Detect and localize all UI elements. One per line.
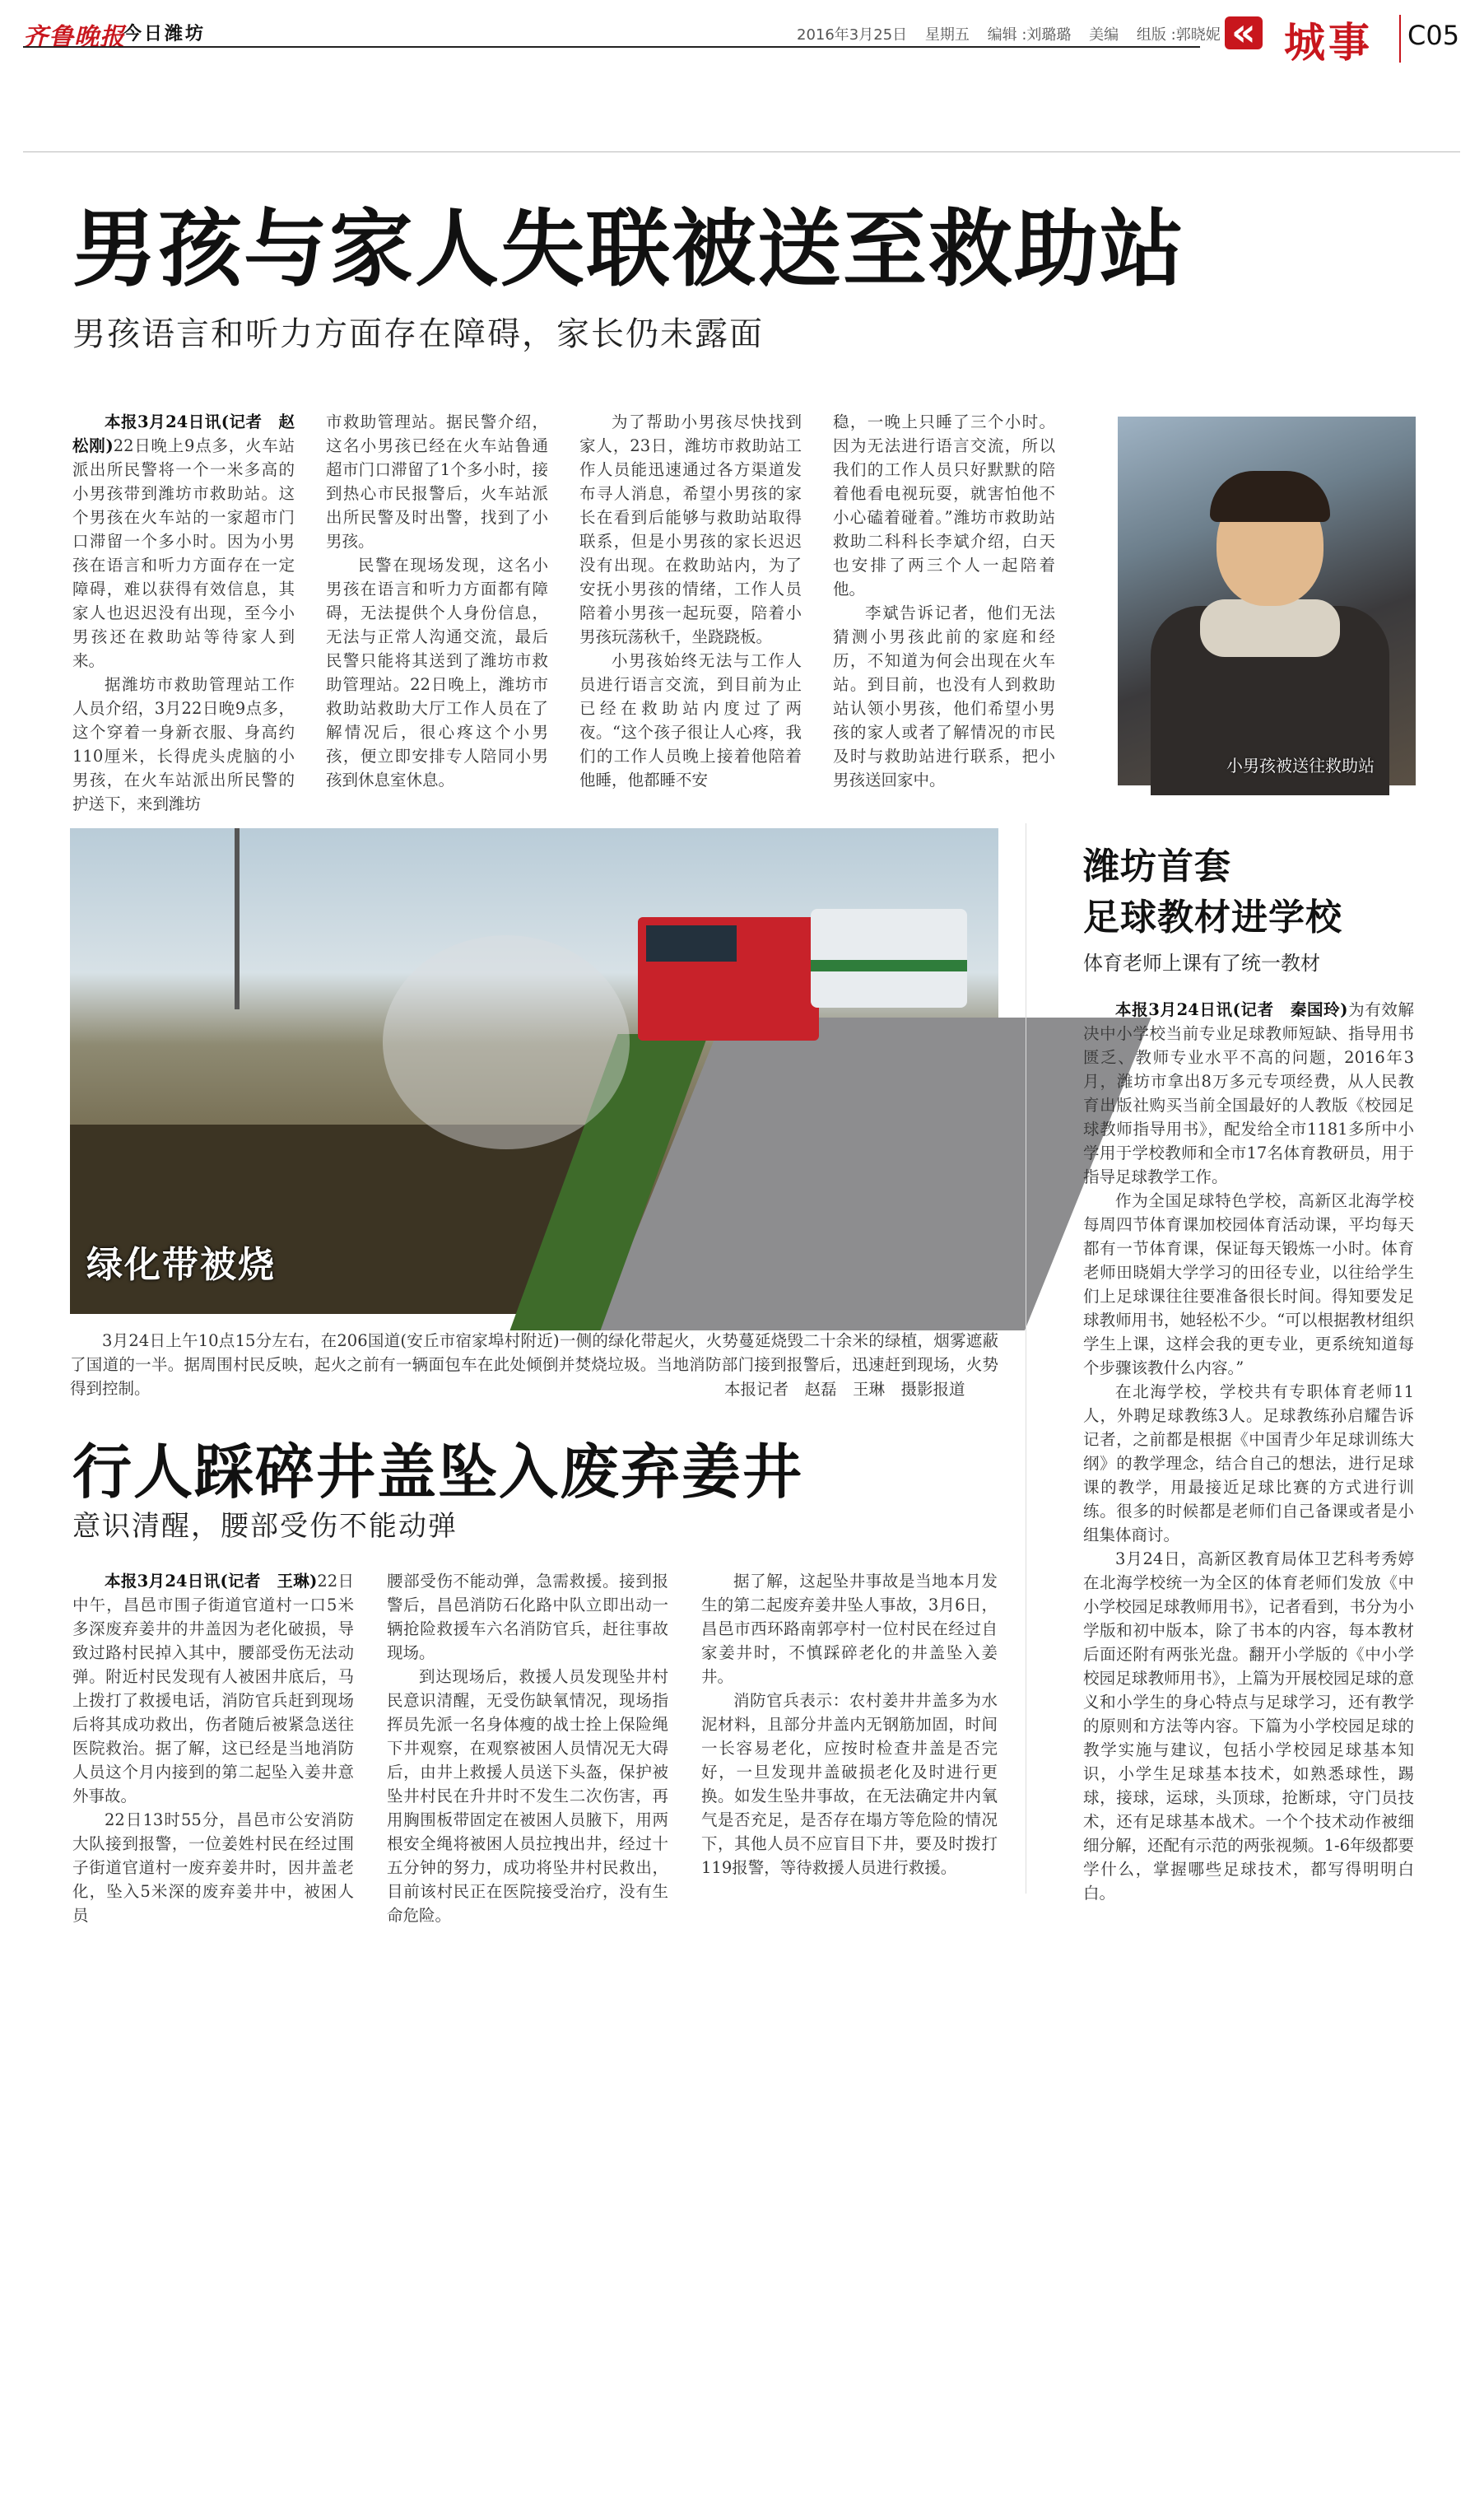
article3-headline-line1: 潍坊首套 (1083, 846, 1231, 887)
article2-col2b-text: 到达现场后，救援人员发现坠井村民意识清醒，无受伤缺氧情况，现场指挥员先派一名身体瘦的战士拴上保险绳下井观察，在观察被困人员情况无大碍后，由井上救援人员送下头盔，保护被坠井村民在升井时不发生二次伤害，再用胸围板带固定在被困人员腋下，用两根安全绳将被困人员拉拽出井，经过十五分钟的努力，成功将坠井村民救出，目前该村民正在医院接受治疗，没有生命危险。 (387, 1667, 668, 1925)
article3-p1: 为有效解决中小学校当前专业足球教师短缺、指导用书匮乏、教师专业水平不高的问题，2016年3月，潍坊市拿出8万多元专项经费，从人民教育出版社购买当前全国最好的人教版《校园足球教师指导用书》，配发给全市1181多所中小学用于学校教师和全市17名体育教研员，用于指导足球教学工作。 (1083, 1000, 1414, 1186)
article1-column-3 (579, 410, 802, 789)
article1-headline: 男孩与家人失联被送至救助站 (72, 201, 1185, 299)
article1-col3b-text: 小男孩始终无法与工作人员进行语言交流，到目前为止已经在救助站内度过了两夜。“这个孩子很让人心疼，我们的工作人员晚上接着他陪着他睡，他都睡不安 (579, 651, 802, 790)
article1-col1b-text: 据潍坊市救助管理站工作人员介绍，3月22日晚9点多，这个穿着一身新衣服、身高约110厘米，长得虎头虎脑的小男孩，在火车站派出所民警的护送下，来到潍坊 (72, 675, 295, 813)
article1-lead: 本报3月24日讯(记者 赵松刚) (72, 412, 295, 455)
fire-photo-credit: 本报记者 赵磊 王琳 摄影报道 (724, 1380, 965, 1399)
article2-col1b-text: 22日13时55分，昌邑市公安消防大队接到报警，一位姜姓村民在经过围子街道官道村一废弃姜井时，因井盖老化，坠入5米深的废弃姜井中，被困人员 (72, 1810, 354, 1925)
header-rule (23, 46, 1200, 48)
article1-col1-text: 22日晚上9点多，火车站派出所民警将一个一米多高的小男孩带到潍坊市救助站。这个男孩在火车站的一家超市门口滞留一个多小时。因为小男孩在语言和听力方面存在一定障碍，难以获得有效信息，其家人也迟迟没有出现，至今小男孩还在救助站等待家人到来。 (72, 436, 295, 670)
article3-p3: 在北海学校，学校共有专职体育老师11人，外聘足球教练3人。足球教练孙启耀告诉记者，之前都是根据《中国青少年足球训练大纲》的教学理念，结合自己的想法，进行足球课的教学，用最接近足球比赛的方式进行训练。很多的时候都是老师们自己备课或者是小组集体商讨。 (1083, 1382, 1414, 1544)
article2-col1-text: 22日中午，昌邑市围子街道官道村一口5米多深废弃姜井的井盖因为老化破损，导致过路村民掉入其中，腰部受伤无法动弹。附近村民发现有人被困井底后，马上拨打了救援电话，消防官兵赶到现场后将其成功救出，伤者随后被紧急送往医院救治。据了解，这已经是当地消防人员这个月内接到的第二起坠入姜井意外事故。 (72, 1572, 354, 1805)
article1-column-1 (72, 410, 295, 813)
boy-photo (1118, 417, 1416, 785)
article3-headline-line2: 足球教材进学校 (1083, 897, 1342, 939)
art-credit: 美编 (1089, 26, 1119, 44)
article2-column-3 (701, 1569, 998, 1882)
newspaper-logo: 齐鲁晚报 (23, 23, 125, 52)
article1-col4b-text: 李斌告诉记者，他们无法猜测小男孩此前的家庭和经历，不知道为何会出现在火车站。到目前，也没有人到救助站认领小男孩，他们希望小男孩的家人或者了解情况的市民及时与救助站进行联系，把小男孩送回家中。 (833, 603, 1055, 790)
article2-subhead: 意识清醒，腰部受伤不能动弹 (72, 1510, 458, 1543)
article2-col2-text: 腰部受伤不能动弹，急需救援。接到报警后，昌邑消防石化路中队立即出动一辆抢险救援车六名消防官兵，赶往事故现场。 (387, 1572, 668, 1662)
fire-photo-title: 绿化带被烧 (86, 1244, 276, 1286)
article3-p2: 作为全国足球特色学校，高新区北海学校每周四节体育课加校园体育活动课，平均每天都有一节体育课，保证每天锻炼一小时。体育老师田晓娟大学学习的田径专业，以往给学生们上足球课往往要准备很长时间。得知要发足球教师用书，她轻松不少。“可以根据教材组织学生上课，这样会我的更专业，更系统知道每个步骤该教什么内容。” (1083, 1191, 1414, 1377)
page-number: C05 (1407, 20, 1460, 51)
issue-info (797, 23, 1234, 44)
header-divider (1399, 15, 1401, 63)
article3-lead: 本报3月24日讯(记者 秦国玲) (1115, 1000, 1348, 1019)
article2-headline: 行人踩碎井盖坠入废弃姜井 (72, 1437, 804, 1507)
article2-column-1 (72, 1569, 354, 1925)
article3-p4: 3月24日，高新区教育局体卫艺科考秀婷在北海学校统一为全区的体育老师们发放《中小学校园足球教师用书》，记者看到，书分为小学版和初中版本，除了书本的内容，每本教材后面还附有两张光盘。翻开小学版的《中小学校园足球教师用书》，上篇为开展校园足球的意义和小学生的身心特点与足球学习，还有教学的原则和方法等内容。下篇为小学校园足球的教学实施与建议，包括小学校园足球基本知识，小学生足球基本技术，如熟悉球性，踢球，接球，运球，头顶球，抢断球，守门员技术，还有足球基本战术。一个个技术动作被细细分解，还配有示范的两张视频。1-6年级都要学什么，掌握哪些足球技术，都写得明明白白。 (1083, 1549, 1414, 1903)
article2-col3-text: 据了解，这起坠井事故是当地本月发生的第二起废弃姜井坠人事故，3月6日，昌邑市西环路南郭亭村一位村民在经过自家姜井时，不慎踩碎老化的井盖坠入姜井。 (701, 1572, 998, 1686)
department-name: 城事 (1284, 19, 1373, 67)
section-name: 今日潍坊 (123, 24, 207, 44)
article1-col2b-text: 民警在现场发现，这名小男孩在语言和听力方面都有障碍，无法提供个人身份信息，无法与正常人沟通交流，最后民警只能将其送到了潍坊市救助管理站。22日晚上，潍坊市救助站救助大厅工作人员在了解情况后，很心疼这个小男孩，便立即安排专人陪同小男孩到休息室休息。 (326, 556, 548, 790)
proof-credit: 组版 :郭晓妮 (1136, 26, 1221, 44)
article2-column-2 (387, 1569, 668, 1925)
article1-subhead: 男孩语言和听力方面存在障碍，家长仍未露面 (72, 315, 764, 353)
issue-weekday: 星期五 (924, 26, 970, 44)
article2-lead: 本报3月24日讯(记者 王琳) (105, 1572, 318, 1591)
section-divider (23, 151, 1460, 152)
article3-subhead: 体育老师上课有了统一教材 (1083, 952, 1320, 975)
boy-photo-caption: 小男孩被送往救助站 (1226, 756, 1375, 776)
editor-credit: 编辑 :刘璐璐 (987, 26, 1072, 44)
article1-col3-text: 为了帮助小男孩尽快找到家人，23日，潍坊市救助站工作人员能迅速通过各方渠道发布寻人消息，希望小男孩的家长在看到后能够与救助站取得联系，但是小男孩的家长迟迟没有出现。在救助站内，为了安抚小男孩的情绪，工作人员陪着小男孩一起玩耍，陪着小男孩玩荡秋千，坐跷跷板。 (579, 412, 802, 646)
article1-column-4 (833, 410, 1055, 789)
article3-body (1083, 998, 1414, 1903)
article1-col4-text: 稳，一晚上只睡了三个小时。因为无法进行语言交流，所以我们的工作人员只好默默的陪着他看电视玩耍，就害怕他不小心磕着碰着。”潍坊市救助站救助二科科长李斌介绍，白天也安排了两三个人一起陪着他。 (833, 412, 1055, 599)
article2-col3b-text: 消防官兵表示：农村姜井井盖多为水泥材料，且部分井盖内无钢筋加固，时间一长容易老化，应按时检查井盖是否完好，一旦发现井盖破损老化及时进行更换。如发生坠井事故，在无法确定井内氧气是否充足，是否存在塌方等危险的情况下，其他人员不应盲目下井，要及时拨打119报警，等待救援人员进行救援。 (701, 1691, 998, 1877)
fire-caption-text: 3月24日上午10点15分左右，在206国道(安丘市宿家埠村附近)一侧的绿化带起火，火势蔓延烧毁二十余米的绿植，烟雾遮蔽了国道的一半。据周围村民反映，起火之前有一辆面包车在此处倾倒并焚烧垃圾。当地消防部门接到报警后，迅速赶到现场，火势得到控制。 (70, 1331, 998, 1398)
article1-col2-text: 市救助管理站。据民警介绍，这名小男孩已经在火车站鲁通超市门口滞留了1个多小时，接到热心市民报警后，火车站派出所民警及时出警，找到了小男孩。 (326, 412, 548, 551)
article1-column-2 (326, 410, 548, 789)
issue-date: 2016年3月25日 (797, 26, 908, 44)
chevron-left-icon (1225, 16, 1263, 49)
